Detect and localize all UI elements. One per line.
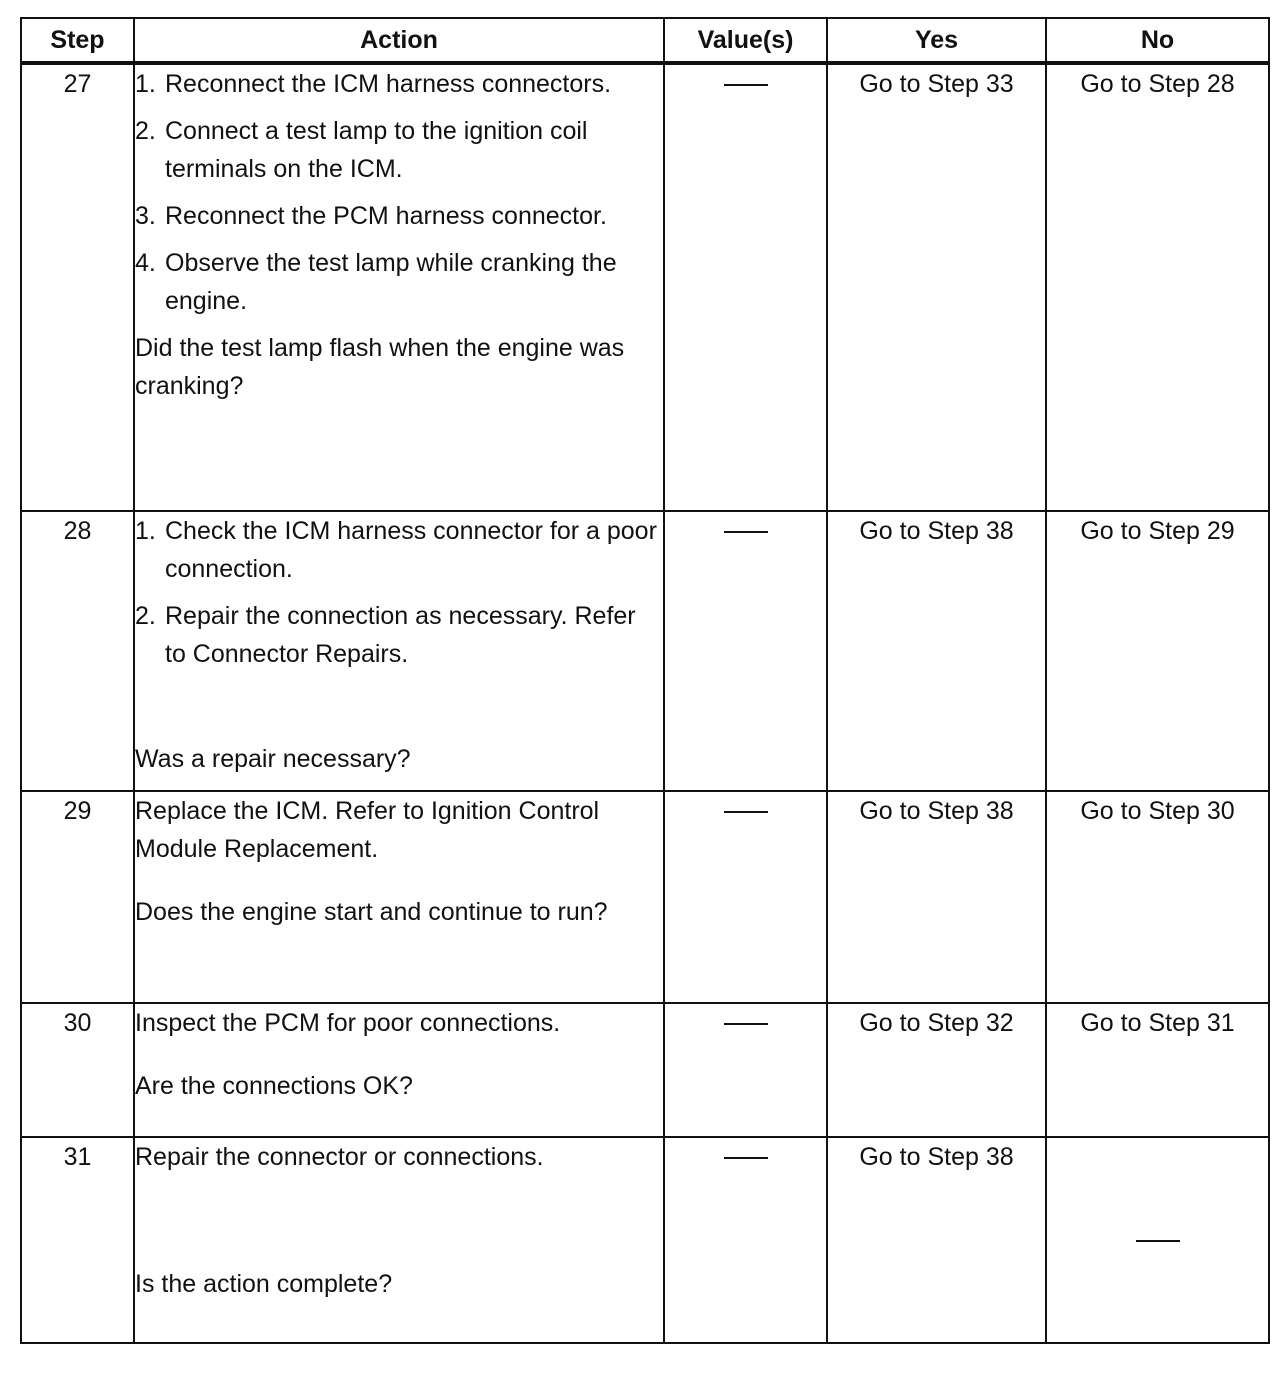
step-number: 29 <box>21 791 134 1003</box>
value-dash <box>1136 1240 1180 1242</box>
action-cell <box>134 1137 664 1343</box>
header-action: Action <box>134 18 664 63</box>
question-text: Is the action complete? <box>135 1270 393 1298</box>
table-row <box>21 1003 1269 1137</box>
table-row <box>21 791 1269 1003</box>
item-text: Check the ICM harness connector for a poor connection. <box>165 517 657 583</box>
item-number: 1. <box>135 517 156 545</box>
list-item <box>135 65 663 103</box>
no-cell <box>1046 1137 1269 1343</box>
item-text: Reconnect the PCM harness connector. <box>165 202 607 230</box>
list-item <box>135 112 663 188</box>
value-dash <box>724 1023 768 1025</box>
no-cell: Go to Step 29 <box>1046 511 1269 791</box>
step-number: 28 <box>21 511 134 791</box>
action-cell <box>134 511 664 791</box>
yes-cell: Go to Step 38 <box>827 791 1046 1003</box>
list-item <box>135 597 663 673</box>
yes-cell: Go to Step 32 <box>827 1003 1046 1137</box>
no-cell: Go to Step 31 <box>1046 1003 1269 1137</box>
yes-cell: Go to Step 33 <box>827 63 1046 511</box>
value-dash <box>724 84 768 86</box>
item-text: Observe the test lamp while cranking the engine. <box>165 249 617 315</box>
action-cell <box>134 63 664 511</box>
action-list <box>135 512 663 673</box>
value-cell <box>664 63 827 511</box>
value-cell <box>664 1003 827 1137</box>
step-number: 31 <box>21 1137 134 1343</box>
item-text: Connect a test lamp to the ignition coil terminals on the ICM. <box>165 117 588 183</box>
step-number: 27 <box>21 63 134 511</box>
value-dash <box>724 811 768 813</box>
action-text: Replace the ICM. Refer to Ignition Control Module Replacement. <box>135 797 600 863</box>
item-number: 4. <box>135 249 156 277</box>
no-cell: Go to Step 30 <box>1046 791 1269 1003</box>
no-cell: Go to Step 28 <box>1046 63 1269 511</box>
step-number: 30 <box>21 1003 134 1137</box>
list-item <box>135 244 663 320</box>
question-text: Does the engine start and continue to run? <box>135 898 608 926</box>
action-cell <box>134 791 664 1003</box>
question-text: Are the connections OK? <box>135 1072 413 1100</box>
item-number: 2. <box>135 117 156 145</box>
diagnostic-table <box>20 17 1270 1344</box>
list-item <box>135 512 663 588</box>
list-item <box>135 197 663 235</box>
header-row <box>21 18 1269 63</box>
value-dash <box>724 531 768 533</box>
yes-cell: Go to Step 38 <box>827 511 1046 791</box>
table-row <box>21 1137 1269 1343</box>
header-yes: Yes <box>827 18 1046 63</box>
header-values: Value(s) <box>664 18 827 63</box>
item-text: Reconnect the ICM harness connectors. <box>165 70 612 98</box>
header-step: Step <box>21 18 134 63</box>
action-cell <box>134 1003 664 1137</box>
value-cell <box>664 511 827 791</box>
item-number: 1. <box>135 70 156 98</box>
action-text: Inspect the PCM for poor connections. <box>135 1009 561 1037</box>
item-text: Repair the connection as necessary. Refer to Connector Repairs. <box>165 602 636 668</box>
action-text: Repair the connector or connections. <box>135 1143 544 1171</box>
action-list <box>135 65 663 320</box>
item-number: 2. <box>135 602 156 630</box>
table-row <box>21 63 1269 511</box>
yes-cell: Go to Step 38 <box>827 1137 1046 1343</box>
question-text: Was a repair necessary? <box>135 745 411 773</box>
header-no: No <box>1046 18 1269 63</box>
value-cell <box>664 1137 827 1343</box>
table-row <box>21 511 1269 791</box>
item-number: 3. <box>135 202 156 230</box>
question-text: Did the test lamp flash when the engine was cranking? <box>135 334 625 400</box>
value-cell <box>664 791 827 1003</box>
value-dash <box>724 1157 768 1159</box>
